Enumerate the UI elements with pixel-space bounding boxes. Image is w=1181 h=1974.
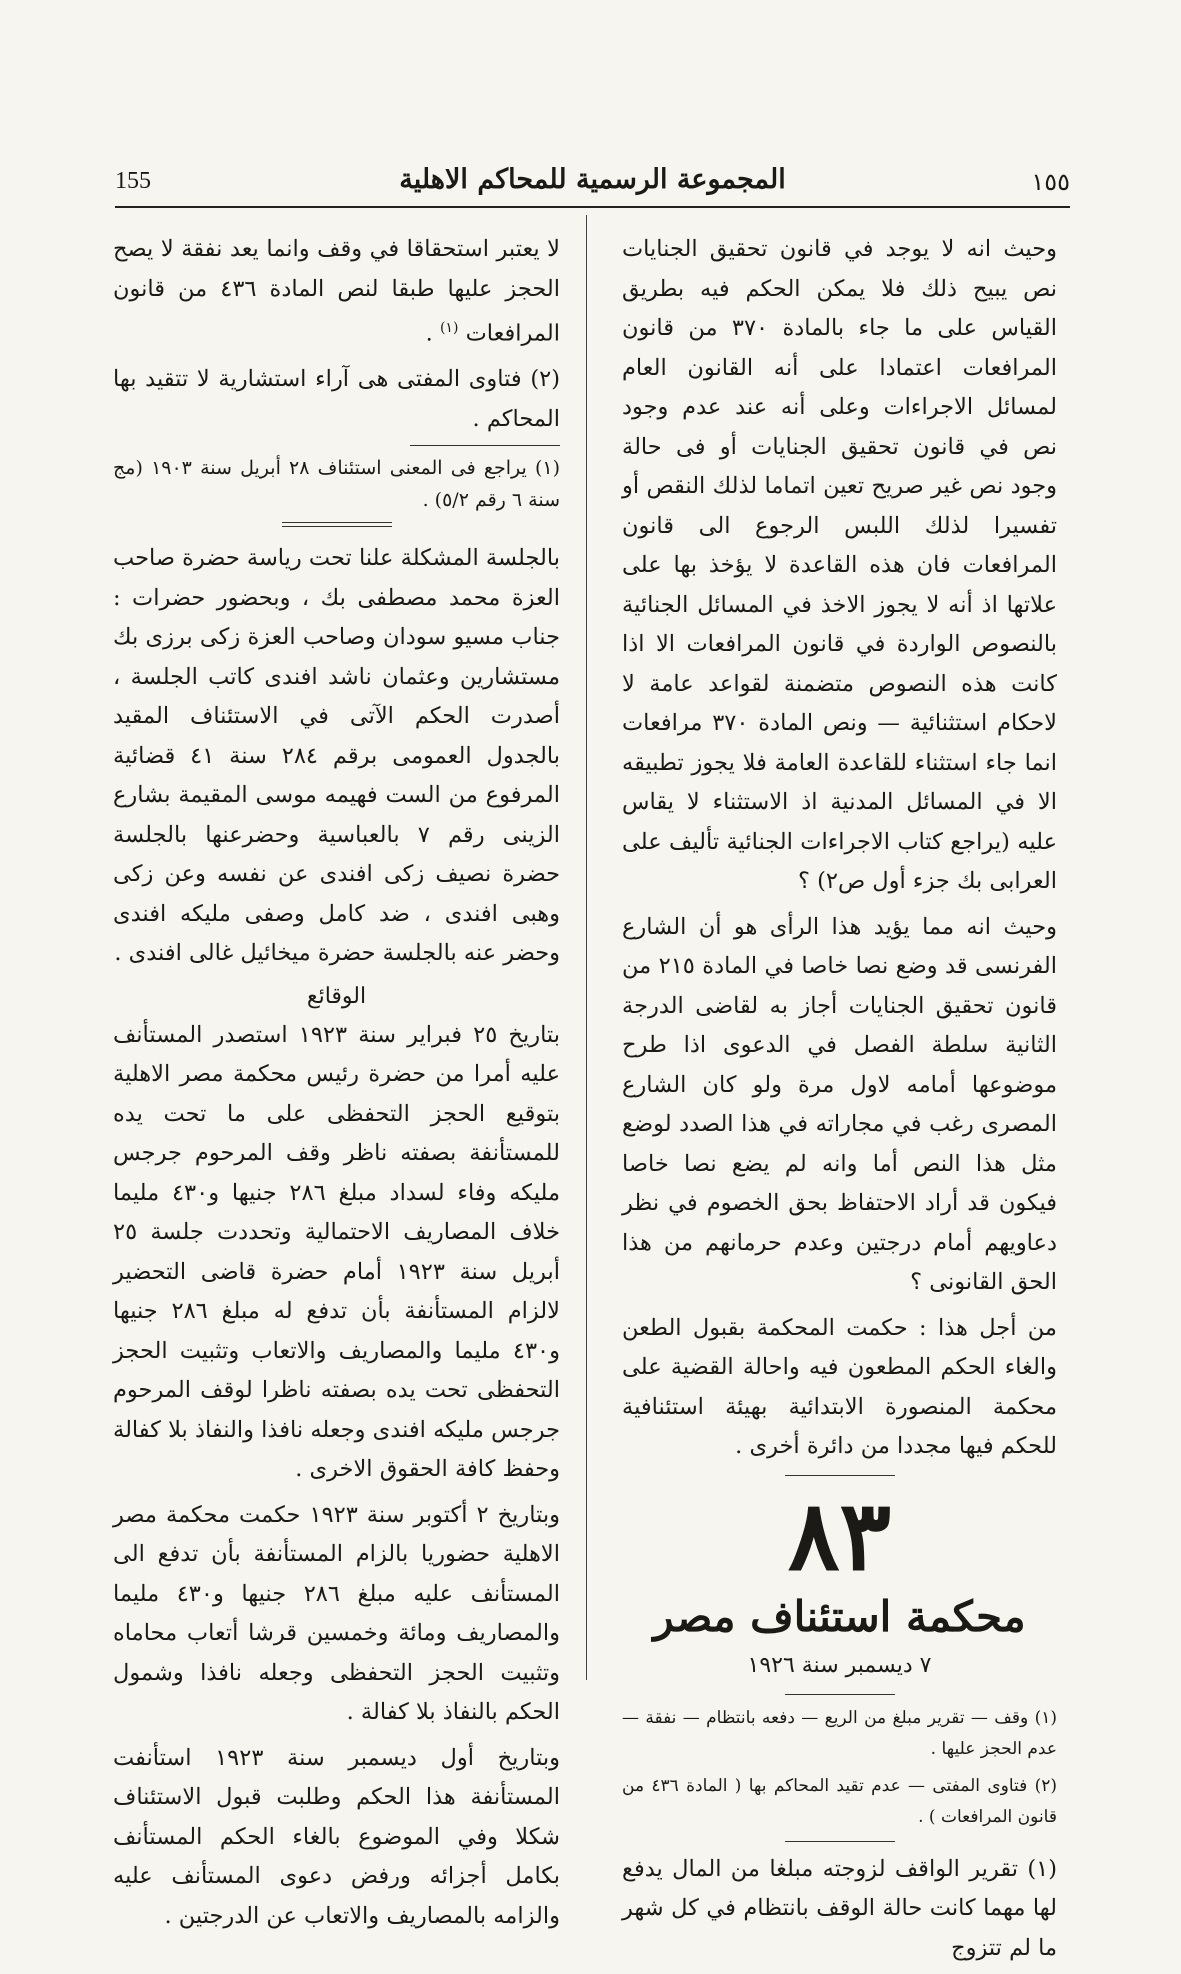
footnote-rule [410,445,560,446]
court-name: محكمة استئناف مصر [653,1591,1026,1641]
paragraph: وحيث انه لا يوجد في قانون تحقيق الجنايات نص يبيح ذلك فلا يمكن الحكم فيه بطريق القياس على ما جاء بالمادة ٣٧٠ من قانون المرافعات اعتمادا على أنه القانون العام لمسائل الاجراءات وعلى أنه عند عدم وجود نص في قانون تحقيق الجنايات أو فى حالة وجود نص غير صريح تعين اتماما لذلك النقص أو تفسيرا لذلك اللبس الرجوع الى قانون المرافعات فان هذه القاعدة لا يؤخذ بها على علاتها اذ أنه لا يجوز الاخذ في المسائل الجنائية بالنصوص الواردة في قانون المرافعات الا اذا كانت هذه النصوص متضمنة لقواعد عامة لا لاحكام استثنائية — ونص المادة ٣٧٠ مرافعات انما جاء استثناء للقاعدة العامة فلا يجوز تطبيقه الا في المسائل المدنية اذ الاستثناء لا يقاس عليه (يراجع كتاب الاجراءات الجنائية تأليف على العرابى بك جزء أول ص٢) ؟ [622,236,1057,894]
headnote: (١) وقف — تقرير مبلغ من الريع — دفعه بانتظام — نفقة — عدم الحجز عليها . [622,1707,1057,1759]
divider [785,1841,895,1842]
page-number-latin: 155 [115,168,151,194]
facts-heading: الوقائع [306,983,367,1009]
right-column [622,230,1057,1974]
running-title: المجموعة الرسمية للمحاكم الاهلية [399,164,786,195]
continuation-body: لا يعتبر استحقاقا في وقف وانما يعد نفقة لا يصح الحجز عليها طبقا لنص المادة ٤٣٦ من قانون المرافعات [113,236,560,347]
case-date: ٧ ديسمبر سنة ١٩٢٦ [747,1652,932,1678]
continuation-text: لا يعتبر استحقاقا في وقف وانما يعد نفقة لا يصح الحجز عليها طبقا لنص المادة ٤٣٦ من قانون المرافعات $^{(١)}$ . [113,236,560,347]
left-column [113,230,560,1942]
paragraph: من أجل هذا : حكمت المحكمة بقبول الطعن والغاء الحكم المطعون فيه واحالة القضية على محكمة المنصورة الابتدائية بهيئة استئنافية للحكم فيها مجددا من دائرة أخرى . [622,1314,1057,1459]
principle-text: (١) تقرير الواقف لزوجته مبلغا من المال يدفع لها مهما كانت حالة الوقف بانتظام في كل شهر ما لم تتزوج [622,1855,1057,1961]
footnote: (١) يراجع فى المعنى استئناف ٢٨ أبريل سنة ١٩٠٣ (مج سنة ٦ رقم ٥/٢) . [113,457,560,511]
headnote: (٢) فتاوى المفتى — عدم تقيد المحاكم بها ( المادة ٤٣٦ من قانون المرافعات ) . [622,1775,1057,1827]
paragraph: وحيث انه مما يؤيد هذا الرأى هو أن الشارع الفرنسى قد وضع نصا خاصا في المادة ٢١٥ من قانون تحقيق الجنايات أجاز به لقاضى الدرجة الثانية سلطة الفصل في الدعوى اذا طرح موضوعها أمامه لاول مرة ولو كان الشارع المصرى رغب في مجاراته في هذا الصدد لوضع مثل هذا النص أما وانه لم يضع نصا خاصا فيكون قد أراد الاحتفاظ بحق الخصوم في نظر دعاويهم أمام درجتين وعدم حرمانهم من هذا الحق القانونى ؟ [622,913,1057,1295]
session-paragraph: بالجلسة المشكلة علنا تحت رياسة حضرة صاحب العزة محمد مصطفى بك ، وبحضور حضرات : جناب مسيو سودان وصاحب العزة زكى برزى بك مستشارين وعثمان ناشد افندى كاتب الجلسة ، أصدرت الحكم الآتى في الاستئناف المقيد بالجدول العمومى برقم ٢٨٤ سنة ٤١ قضائية المرفوع من الست فهيمه موسى المقيمة بشارع الزينى رقم ٧ بالعباسية وحضرعنها بالجلسة حضرة نصيف زكى افندى عن نفسه وعن زكى وهبى افندى ، ضد كامل وصفى مليكه افندى وحضر عنه بالجلسة حضرة ميخائيل غالى افندى . [112,545,560,966]
facts-paragraph: وبتاريخ ٢ أكتوبر سنة ١٩٢٣ حكمت محكمة مصر الاهلية حضوريا بالزام المستأنفة بأن تدفع الى المستأنف عليه مبلغ ٢٨٦ جنيها و٤٣٠ مليما والمصاريف ومائة وخمسين قرشا أتعاب محاماه وتثبيت الحجز التحفظى وجعله نافذا وشمول الحكم بالنفاذ بلا كفالة . [113,1501,561,1725]
principle-item-2: (٢) فتاوى المفتى هى آراء استشارية لا تتقيد بها المحاكم . [113,366,560,432]
divider [785,1475,895,1476]
footnote-ref: (١) [439,320,459,336]
page-header [115,150,1070,208]
page-number-arabic: ١٥٥ [1031,168,1070,196]
case-number: ٨٣ [787,1478,892,1592]
double-divider [282,522,392,527]
facts-paragraph: وبتاريخ أول ديسمبر سنة ١٩٢٣ استأنفت المستأنفة هذا الحكم وطلبت قبول الاستئناف شكلا وفي الموضوع بالغاء الحكم المستأنف بكامل أجزائه ورفض دعوى المستأنف عليه والزامه بالمصاريف والاتعاب عن الدرجتين . [113,1744,560,1929]
facts-paragraph: بتاريخ ٢٥ فبراير سنة ١٩٢٣ استصدر المستأنف عليه أمرا من حضرة رئيس محكمة مصر الاهلية بتوقيع الحجز التحفظى على ما تحت يده للمستأنفة بصفته ناظر وقف المرحوم جرجس مليكه وفاء لسداد مبلغ ٢٨٦ جنيها و٤٣٠ مليما خلاف المصاريف الاحتمالية وتحددت جلسة ٢٥ أبريل سنة ١٩٢٣ أمام حضرة قاضى التحضير لالزام المستأنفة بأن تدفع له مبلغ ٢٨٦ جنيها و٤٣٠ مليما والمصاريف والاتعاب وتثبيت الحجز التحفظى تحت يده بصفته ناظرا لوقف المرحوم جرجس مليكه افندى وجعله نافذا والنفاذ بلا كفالة وحفظ كافة الحقوق الاخرى . [113,1021,561,1482]
divider [785,1694,895,1695]
column-divider [586,215,587,1680]
